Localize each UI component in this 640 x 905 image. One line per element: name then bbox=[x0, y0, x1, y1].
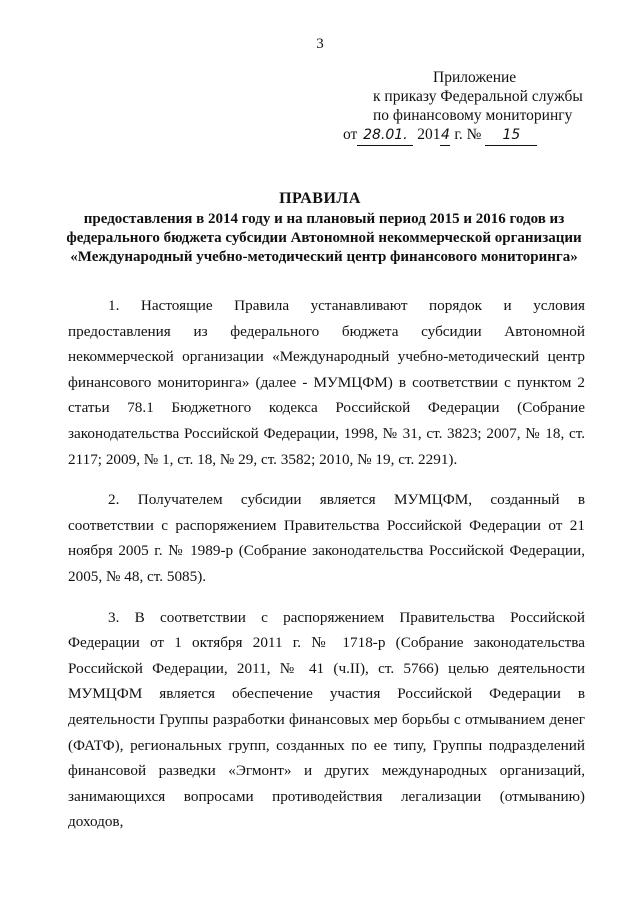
year-prefix: 201 bbox=[417, 126, 441, 143]
paragraph-2: 2. Получателем субсидии является МУМЦФМ, созданный в соответствии с распоряжением Правительства Российской Федерации от 21 ноября 2005 г. № 1989-р (Собрание законодательства Российской Федерации, 2005, № 48, ст. 5085). bbox=[68, 491, 585, 585]
appendix-date-line bbox=[343, 125, 583, 146]
document-body bbox=[68, 293, 585, 835]
handwritten-date: 28.01. bbox=[357, 126, 413, 146]
number-prefix: г. № bbox=[454, 126, 482, 143]
appendix-service-line: по финансовому мониторингу bbox=[373, 107, 573, 124]
paragraph-3: 3. В соответствии с распоряжением Правительства Российской Федерации от 1 октября 2011 г. № 1718-р (Собрание законодательства Российской Федерации, 2011, № 41 (ч.II), ст. 5766) целью деятельности МУМЦФМ является обеспечение участия Российской Федерации в деятельности Группы разработки финансовых мер борьбы с отмыванием денег (ФАТФ), региональных групп, созданных по ее типу, Группы подразделений финансовой разведки «Эгмонт» и других международных организаций, занимающихся вопросами противодействия легализации (отмыванию) доходов, bbox=[68, 608, 585, 831]
appendix-block bbox=[343, 68, 583, 146]
handwritten-number: 15 bbox=[485, 126, 537, 146]
date-prefix: от bbox=[343, 126, 358, 143]
appendix-title: Приложение bbox=[433, 69, 517, 86]
document-title: ПРАВИЛА bbox=[279, 190, 361, 207]
appendix-order-line: к приказу Федеральной службы bbox=[373, 88, 583, 105]
page-number: 3 bbox=[316, 36, 324, 52]
document-subtitle: предоставления в 2014 году и на плановый период 2015 и 2016 годов из федерального бюджета субсидии Автономной некоммерческой организации «Международный учебно-методический центр финансового мониторинга» bbox=[66, 211, 582, 265]
handwritten-year-digit: 4 bbox=[440, 126, 450, 146]
paragraph-1: 1. Настоящие Правила устанавливают порядок и условия предоставления из федерального бюджета субсидии Автономной некоммерческой организации «Международный учебно-методический центр финансового мониторинга» (далее - МУМЦФМ) в соответствии с пунктом 2 статьи 78.1 Бюджетного кодекса Российской Федерации (Собрание законодательства Российской Федерации, 1998, № 31, ст. 3823; 2007, № 18, ст. 2117; 2009, № 1, ст. 18, № 29, ст. 3582; 2010, № 19, ст. 2291). bbox=[68, 297, 585, 468]
